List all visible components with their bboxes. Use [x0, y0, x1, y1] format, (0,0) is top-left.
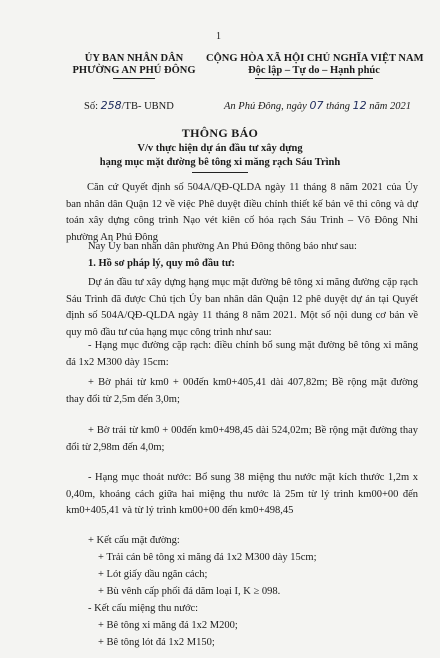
country-name: CỘNG HÒA XÃ HỘI CHỦ NGHĨA VIỆT NAM [206, 53, 424, 64]
list-item: + Trải cán bê tông xi măng đá 1x2 M300 dày 15cm; [98, 552, 317, 563]
list-heading: + Kết cấu mặt đường: [88, 535, 180, 546]
list-item: + Bê tông xi măng đá 1x2 M200; [98, 620, 238, 631]
motto: Độc lập – Tự do – Hạnh phúc [248, 65, 380, 76]
authority-underline [113, 78, 155, 79]
document-date: An Phú Đông, ngày 07 tháng 12 năm 2021 [224, 99, 411, 112]
motto-underline [255, 78, 373, 79]
section-heading-1: 1. Hồ sơ pháp lý, quy mô đầu tư: [88, 258, 235, 269]
handwritten-month: 12 [352, 99, 367, 112]
subject-line-1: V/v thực hiện dự án đầu tư xây dựng [137, 143, 303, 154]
paragraph-right-bank: + Bờ phải từ km0 + 00đến km0+405,41 dài 407,82m; Bề rộng mặt đường thay đổi từ 2,5m đến 3,0m; [66, 377, 418, 405]
paragraph-announcement: Nay Ủy ban nhân dân phường An Phú Đông thông báo như sau: [88, 241, 357, 252]
document-number: Số: 258/TB- UBND [84, 99, 174, 112]
issuing-authority [62, 53, 206, 79]
paragraph-road-item: - Hạng mục đường cặp rạch: điều chỉnh bổ sung mặt đường bê tông xi măng đá 1x2 M300 dày 15cm: [66, 340, 418, 368]
document-title: THÔNG BÁO [181, 126, 259, 140]
list-item: + Bê tông lót đá 1x2 M150; [98, 637, 215, 648]
authority-line-1: ỦY BAN NHÂN DÂN [84, 53, 184, 64]
subject-line-2: hạng mục mặt đường bê tông xi măng rạch Sáu Trình [99, 157, 341, 168]
list-item: + Bù vênh cấp phối đá dăm loại I, K ≥ 098. [98, 586, 281, 597]
list-item: + Lót giấy dầu ngăn cách; [98, 569, 208, 580]
handwritten-number: 258 [100, 99, 122, 112]
authority-line-2: PHƯỜNG AN PHÚ ĐÔNG [72, 65, 196, 76]
paragraph-drainage: - Hạng mục thoát nước: Bổ sung 38 miệng thu nước mặt kích thước 1,2m x 0,40m, khoảng cách giữa hai miệng thu nước là 25m từ lý trình km00+00 đến km0+405,41 và từ lý trình km00+00 đến km0+498,45 [66, 472, 418, 516]
page-number: 1 [216, 31, 221, 42]
list-road-structure [88, 532, 317, 651]
list-heading: - Kết cấu miệng thu nước: [88, 603, 199, 614]
paragraph-project-scope: Dự án đầu tư xây dựng hạng mục mặt đường bê tông xi măng đường cặp rạch Sáu Trình đã được Chủ tịch Ủy ban nhân dân Quận 12 phê duyệt dự án tại Quyết định số 504A/QĐ-QLDA ngày 11 tháng 8 năm 2021. Một số nội dung cơ bản về quy mô đầu tư của hạng mục công trình như sau: [66, 277, 418, 338]
paragraph-left-bank: + Bờ trái từ km0 + 00đến km0+498,45 dài 524,02m; Bề rộng mặt đường thay đổi từ 2,98m đến 4,0m; [66, 425, 418, 453]
paragraph-legal-basis: Căn cứ Quyết định số 504A/QĐ-QLDA ngày 11 tháng 8 năm 2021 của Ủy ban nhân dân Quận 12 về việc Phê duyệt điều chỉnh thiết kế bản vẽ thi công và dự toán xây dựng công trình Nạo vét kiên cố hóa rạch Sáu Trình – Võ Đông Nhi phường An Phú Đông [66, 182, 418, 243]
handwritten-day: 07 [309, 99, 324, 112]
subject-underline [192, 172, 248, 173]
national-motto [206, 53, 422, 79]
